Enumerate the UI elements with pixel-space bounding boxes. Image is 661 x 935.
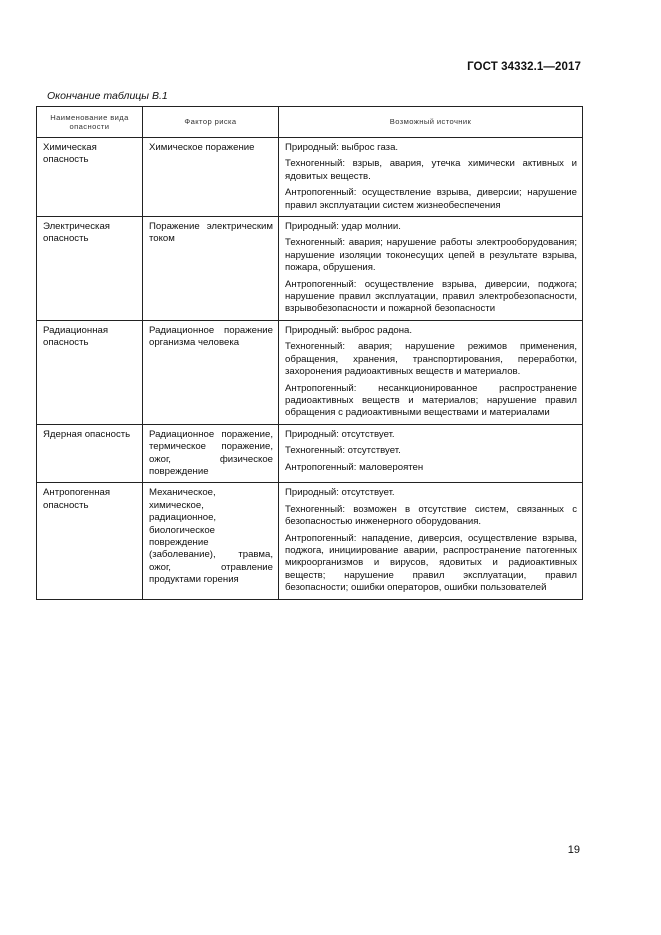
table-row: [37, 217, 583, 321]
hazard-name-cell: Антропогенная опасность: [37, 483, 143, 599]
source-natural: Природный: выброс радона.: [285, 324, 413, 336]
source-technogenic: Техногенный: авария; нарушение работы электрооборудования; нарушение изоляции токонесущих цепей в результате взрыва, пожара, обрушения.: [285, 237, 577, 274]
column-header-hazard: Наименование вида опасности: [37, 107, 143, 138]
document-code: ГОСТ 34332.1—2017: [467, 61, 581, 73]
source-cell: [279, 217, 583, 321]
hazard-name-cell: Электрическая опасность: [37, 217, 143, 321]
source-cell: [279, 138, 583, 217]
page-number: 19: [567, 844, 580, 856]
source-anthropogenic: Антропогенный: осуществление взрыва, диверсии; нарушение правил эксплуатации систем жизнеобеспечения: [285, 187, 577, 211]
source-technogenic: Техногенный: отсутствует.: [285, 445, 401, 457]
source-anthropogenic: Антропогенный: осуществление взрыва, диверсии, поджога; нарушение правил эксплуатации, правил электробезопасности, взрывобезопасности и пожарной безопасности: [285, 278, 577, 315]
table-header-row: [37, 107, 583, 138]
column-header-factor: Фактор риска: [143, 107, 279, 138]
hazard-name-cell: Ядерная опасность: [37, 424, 143, 483]
table-row: [37, 138, 583, 217]
source-cell: [279, 483, 583, 599]
table-caption: Окончание таблицы В.1: [47, 90, 168, 102]
hazard-name-cell: Радиационная опасность: [37, 320, 143, 424]
source-natural: Природный: удар молнии.: [285, 221, 401, 233]
source-anthropogenic: Антропогенный: маловероятен: [285, 461, 424, 473]
table-row: [37, 320, 583, 424]
source-technogenic: Техногенный: авария; нарушение режимов применения, обращения, хранения, транспортирования, переработки, захоронения радиоактивных веществ и материалов.: [285, 341, 577, 378]
risk-factor-cell: Поражение электрическим током: [143, 217, 279, 321]
risk-factor-cell: Химическое поражение: [143, 138, 279, 217]
risk-factor-cell: Радиационное поражение организма человека: [143, 320, 279, 424]
source-natural: Природный: отсутствует.: [285, 428, 395, 440]
risk-factor-cell: Радиационное поражение, термическое поражение, ожог, физическое повреждение: [143, 424, 279, 483]
source-anthropogenic: Антропогенный: несанкционированное распространение радиоактивных веществ и материалов; нарушение правил обращения с радиоактивными веществами и материалами: [285, 382, 577, 419]
source-cell: [279, 320, 583, 424]
source-natural: Природный: отсутствует.: [285, 487, 395, 499]
source-technogenic: Техногенный: взрыв, авария, утечка химически активных и ядовитых веществ.: [285, 158, 577, 182]
source-technogenic: Техногенный: возможен в отсутствие систем, связанных с безопасностью инженерного оборудования.: [285, 503, 577, 528]
hazard-name-cell: Химическая опасность: [37, 138, 143, 217]
hazard-table: [36, 106, 583, 600]
table-row: [37, 424, 583, 483]
source-anthropogenic: Антропогенный: нападение, диверсия, осуществление взрыва, поджога, инициирование аварии, распространение патогенных микроорганизмов и вирусов, ядовитых и радиоактивных веществ; нарушение правил эксплуатации, правил безопасности; ошибки операторов, ошибки пользователей: [285, 532, 577, 594]
table-row: [37, 483, 583, 599]
source-cell: [279, 424, 583, 483]
risk-factor-cell: Механическое, химическое, радиационное, биологическое повреждение (заболевание), травма, ожог, отравление продуктами горения: [143, 483, 279, 599]
source-natural: Природный: выброс газа.: [285, 142, 399, 153]
column-header-source: Возможный источник: [279, 107, 583, 138]
